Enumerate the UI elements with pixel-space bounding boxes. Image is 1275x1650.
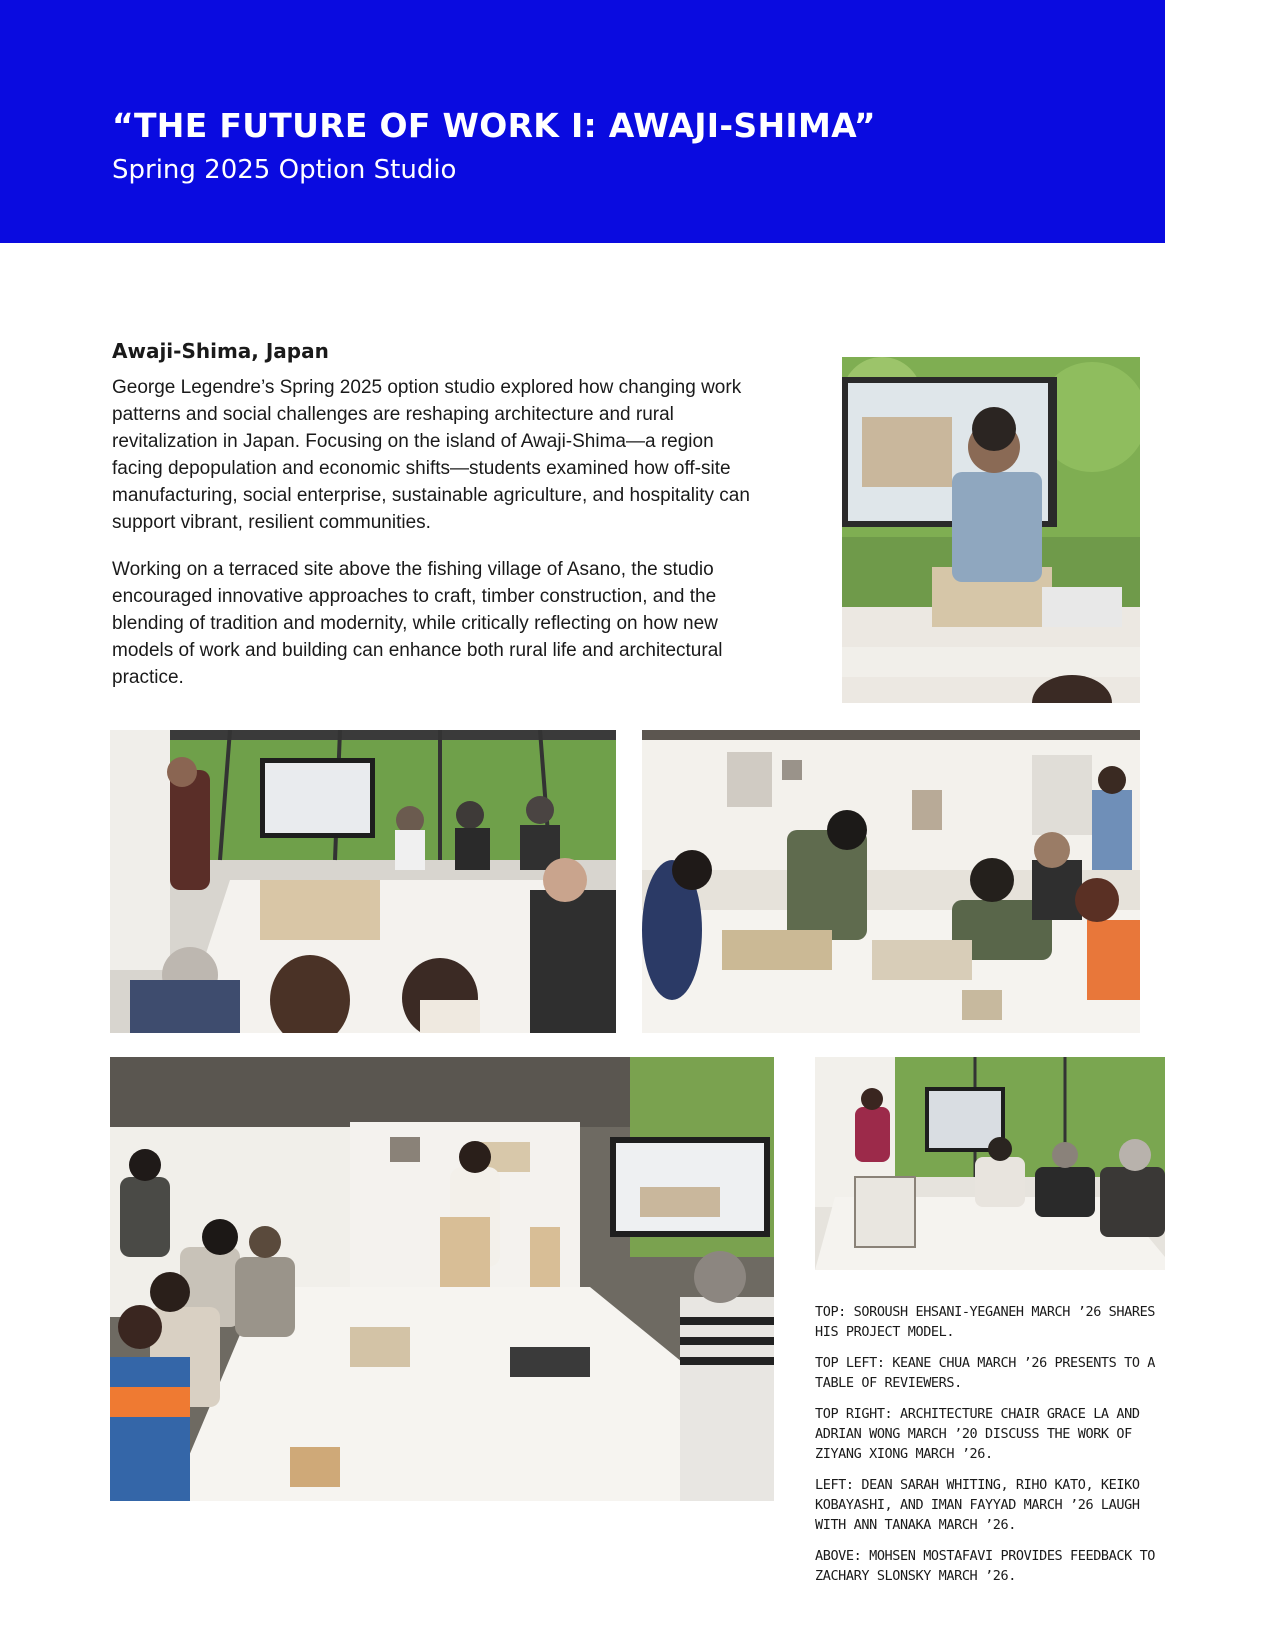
body-paragraph-2: Working on a terraced site above the fishing village of Asano, the studio encouraged innovative approaches to craft, timber construction, and the blending of tradition and modernity, while critically reflecting on how new models of work and building can enhance both rural life and architectural practice. (112, 559, 723, 688)
photo-presentation-to-reviewers (110, 730, 616, 1033)
page-title: “THE FUTURE OF WORK I: AWAJI-SHIMA” (112, 106, 876, 145)
caption-left: LEFT: DEAN SARAH WHITING, RIHO KATO, KEIKO KOBAYASHI, AND IMAN FAYYAD MARCH ’26 LAUGH WITH ANN TANAKA MARCH ’26. (815, 1477, 1140, 1533)
photo-feedback-session (815, 1057, 1165, 1270)
caption-top-left: TOP LEFT: KEANE CHUA MARCH ’26 PRESENTS TO A TABLE OF REVIEWERS. (815, 1355, 1156, 1391)
photo-captions (815, 1302, 1170, 1597)
section-heading: Awaji-Shima, Japan (112, 339, 329, 363)
photo-chair-discussion (642, 730, 1140, 1033)
page-subtitle: Spring 2025 Option Studio (112, 155, 457, 185)
photo-presenter-with-model (842, 357, 1140, 703)
header-banner (0, 0, 1165, 243)
caption-top: TOP: SOROUSH EHSANI-YEGANEH MARCH ’26 SHARES HIS PROJECT MODEL. (815, 1304, 1156, 1340)
caption-top-right: TOP RIGHT: ARCHITECTURE CHAIR GRACE LA AND ADRIAN WONG MARCH ’20 DISCUSS THE WORK OF ZIYANG XIONG MARCH ’26. (815, 1406, 1140, 1462)
photo-dean-laughing-group (110, 1057, 774, 1501)
caption-above: ABOVE: MOHSEN MOSTAFAVI PROVIDES FEEDBACK TO ZACHARY SLONSKY MARCH ’26. (815, 1548, 1156, 1584)
body-paragraph-1: George Legendre’s Spring 2025 option studio explored how changing work patterns and social challenges are reshaping architecture and rural revitalization in Japan. Focusing on the island of Awaji-Shima—a region facing depopulation and economic shifts—students examined how off-site manufacturing, social enterprise, sustainable agriculture, and hospitality can support vibrant, resilient communities. (112, 377, 750, 533)
